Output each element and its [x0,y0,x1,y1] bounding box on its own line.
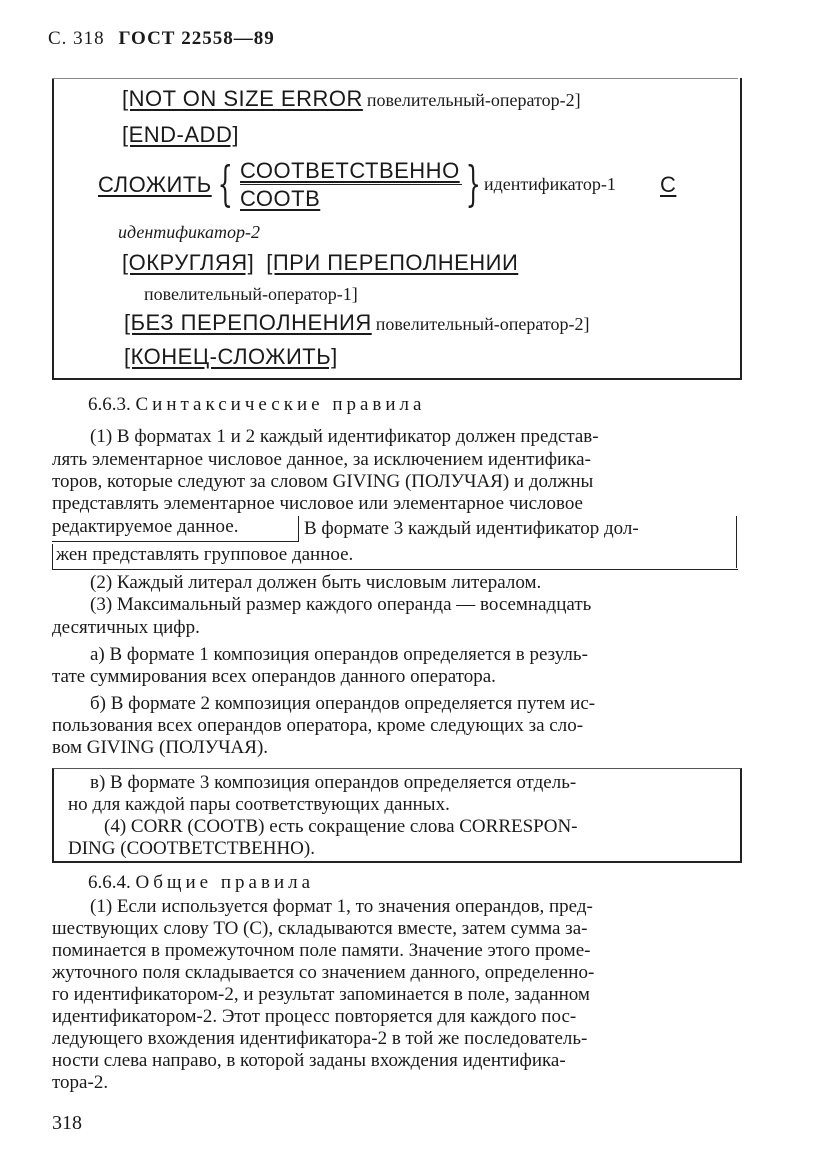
general-rule-line-6: идентификатором-2. Этот процесс повторяется для каждого пос- [52,1006,577,1027]
imperative-statement-1: повелительный-оператор-1] [144,284,358,304]
rule1-boxed-b: жен представлять групповое данное. [56,544,354,565]
boxed-text-right-bar [736,516,737,568]
rule1-line-3: торов, которые следуют за словом GIVING (ПОЛУЧАЯ) и должны [52,471,594,492]
rule1-boxed-a: В формате 3 каждый идентификатор дол- [304,518,639,539]
rule-b-line-2: пользования всех операндов оператора, кроме следующих за сло- [52,715,584,736]
page-header [48,28,275,50]
on-size-error-keyword: [ПРИ ПЕРЕПОЛНЕНИИ [266,250,519,275]
syntax-box-top-rule [52,78,738,79]
section-664-number: 6.6.4. [88,872,131,893]
imperative-statement-2: повелительный-оператор-2] [366,90,581,110]
option-separator [240,184,462,185]
verb-add: СЛОЖИТЬ [98,172,212,197]
section-664-heading [88,872,314,894]
rule3-line-2: десятичных цифр. [52,617,200,638]
option-corr: СООТВ [240,186,321,211]
general-rule-line-4: жуточного поля складывается со значением данного, определенно- [52,962,595,983]
section-663-heading [88,394,425,416]
rule4-line-1: (4) CORR (COOTB) есть сокращение слова CORRESPON- [104,816,578,837]
page-number: 318 [52,1112,82,1134]
rule-v-line-1: в) В формате 3 композиция операндов определяется отдель- [90,772,577,793]
section-664-title: Общие правила [135,872,315,893]
general-rule-line-1: (1) Если используется формат 1, то значения операндов, пред- [90,896,593,917]
identifier-2: идентификатор-2 [118,222,260,242]
rule-a-line-2: тате суммирования всех операндов данного оператора. [52,666,496,687]
rule4-line-2: DING (СООТВЕТСТВЕННО). [68,838,315,859]
right-brace: } [465,156,481,212]
rule-v-line-2: но для каждой пары соответствующих данных. [68,794,450,815]
to-keyword: С [660,172,677,197]
general-rule-line-3: поминается в промежуточном поле памяти. Значение этого проме- [52,940,591,961]
rule-a-line-1: а) В формате 1 композиция операндов определяется в резуль- [90,644,588,665]
section-663-title: Синтаксические правила [135,394,426,415]
rule1-line-5: редактируемое данное. [52,516,239,537]
general-rule-line-8: ности слева направо, в которой заданы вхождения идентифика- [52,1050,566,1071]
general-rule-line-5: го идентификатором-2, и результат запоминается в поле, заданном [52,984,590,1005]
syntax-line-end-add: [END-ADD] [122,122,239,147]
option-corresponding: СООТВЕТСТВЕННО [240,158,460,183]
rule-b-line-3: вом GIVING (ПОЛУЧАЯ). [52,737,269,758]
syntax-line-not-on-size-error [122,86,581,112]
boxed-text-bottom-rule [52,569,738,570]
rule1-line-4: представлять элементарное числовое или элементарное числовое [52,493,583,514]
rule1-line-2: лять элементарное числовое данное, за исключением идентифика- [52,449,591,470]
boxed-text-left-bar-2 [52,544,53,570]
rule1-line-1: (1) В форматах 1 и 2 каждый идентификатор должен представ- [90,426,599,447]
imperative-statement-2b: повелительный-оператор-2] [375,314,590,334]
section-663-number: 6.6.3. [88,394,131,415]
syntax-line-rounded [122,250,518,276]
general-rule-line-9: тора-2. [52,1072,109,1093]
not-on-size-error-keyword: [NOT ON SIZE ERROR [122,86,363,111]
rule2: (2) Каждый литерал должен быть числовым литералом. [90,572,542,593]
syntax-line-no-overflow [124,310,590,336]
rule3-line-1: (3) Максимальный размер каждого операнда — восемнадцать [90,594,592,615]
rule1-underline [52,541,298,542]
left-brace: { [217,156,233,212]
identifier-1: идентификатор-1 [484,174,616,194]
standard-code: ГОСТ 22558—89 [118,28,275,49]
rounded-keyword: [ОКРУГЛЯЯ] [122,250,255,275]
page-prefix: С. 318 [48,28,105,49]
end-add-keyword: [КОНЕЦ-СЛОЖИТЬ] [124,344,338,369]
no-overflow-keyword: [БЕЗ ПЕРЕПОЛНЕНИЯ [124,310,372,335]
general-rule-line-2: шествующих слову TO (С), складываются вместе, затем сумма за- [52,918,588,939]
rule-b-line-1: б) В формате 2 композиция операндов определяется путем ис- [90,693,596,714]
boxed-text-left-bar [298,516,299,542]
general-rule-line-7: ледующего вхождения идентификатора-2 в той же последователь- [52,1028,588,1049]
